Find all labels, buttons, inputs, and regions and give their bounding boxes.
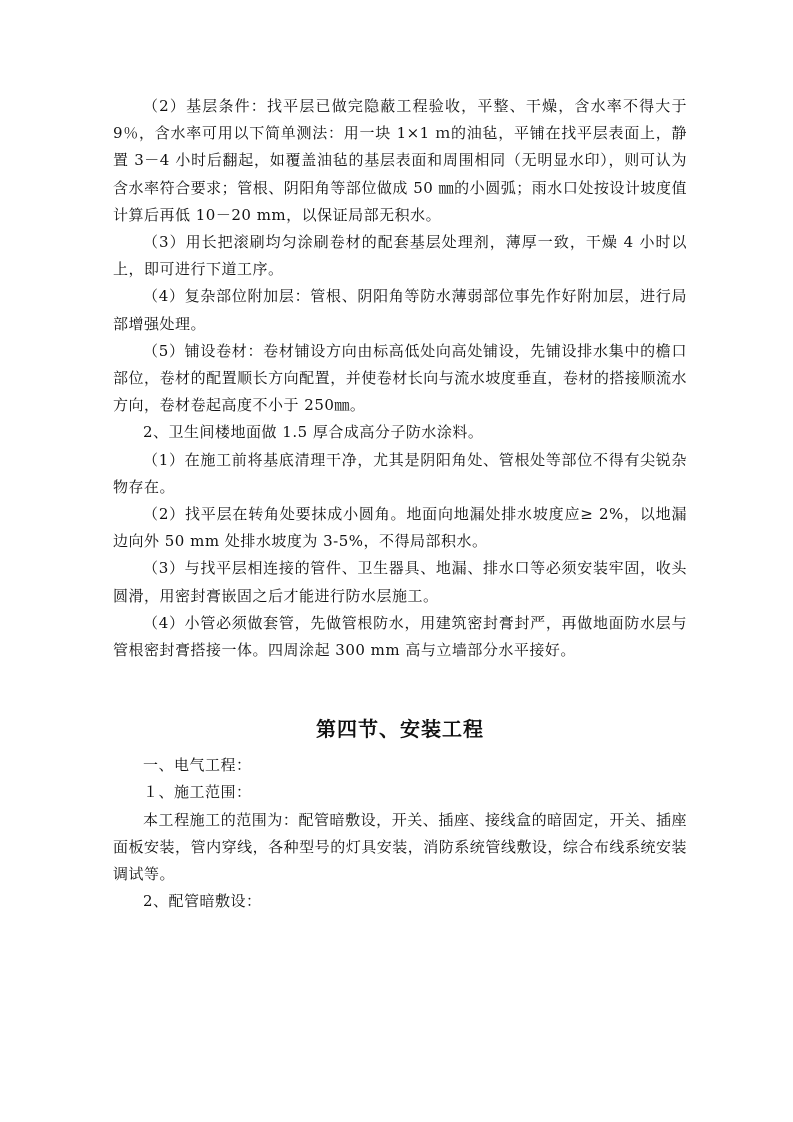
- paragraph-membrane-laying: （5）铺设卷材：卷材铺设方向由标高低处向高处铺设，先铺设排水集中的檐口部位，卷材的配置顺长方向配置，并使卷材长向与流水坡度垂直，卷材的搭接顺流水方向，卷材卷起高度不小于 250㎜。: [113, 341, 687, 415]
- paragraph-reinforcement-layer: （4）复杂部位附加层：管根、阴阳角等防水薄弱部位事先作好附加层，进行局部增强处理。: [113, 287, 687, 333]
- paragraph-construction-scope-heading: １、施工范围：: [143, 783, 252, 802]
- paragraph-electrical-works: 一、电气工程：: [143, 756, 252, 775]
- paragraph-leveling-slope: （2）找平层在转角处要抹成小圆角。地面向地漏处排水坡度应≥ 2%，以地漏边向外 50 mm 处排水坡度为 3-5%，不得局部积水。: [113, 505, 687, 551]
- section-title: 第四节、安装工程: [316, 717, 484, 742]
- paragraph-conduit-concealed: 2、配管暗敷设：: [143, 892, 262, 911]
- document-body: [113, 93, 687, 915]
- paragraph-primer-coating: （3）用长把滚刷均匀涂刷卷材的配套基层处理剂，薄厚一致，干燥 4 小时以上，即可进行下道工序。: [113, 233, 687, 279]
- paragraph-construction-scope: 本工程施工的范围为：配管暗敷设，开关、插座、接线盒的暗固定，开关、插座面板安装，管内穿线，各种型号的灯具安装，消防系统管线敷设，综合布线系统安装调试等。: [113, 810, 687, 884]
- paragraph-bathroom-waterproofing: 2、卫生间楼地面做 1.5 厚合成高分子防水涂料。: [143, 423, 484, 442]
- paragraph-substrate-cleaning: （1）在施工前将基底清理干净，尤其是阴阳角处、管根处等部位不得有尖锐杂物存在。: [113, 450, 687, 496]
- paragraph-fixture-installation: （3）与找平层相连接的管件、卫生器具、地漏、排水口等必须安装牢固，收头圆滑，用密封膏嵌固之后才能进行防水层施工。: [113, 559, 687, 605]
- paragraph-pipe-sleeve: （4）小管必须做套管，先做管根防水，用建筑密封膏封严，再做地面防水层与管根密封膏搭接一体。四周涂起 300 mm 高与立墙部分水平接好。: [113, 613, 687, 660]
- paragraph-base-conditions: （2）基层条件：找平层已做完隐蔽工程验收，平整、干燥，含水率不得大于 9％，含水率可用以下简单测法：用一块 1×1 ｍ的油毡，平铺在找平层表面上，静置 3－4 小时后翻起，如覆盖油毡的基层表面和周围相同（无明显水印），则可认为含水率符合要求；管根、阴阳角等部位做成 50 ㎜的小圆弧；雨水口处按设计坡度值计算后再低 10－20 mm，以保证局部无积水。: [113, 97, 687, 224]
